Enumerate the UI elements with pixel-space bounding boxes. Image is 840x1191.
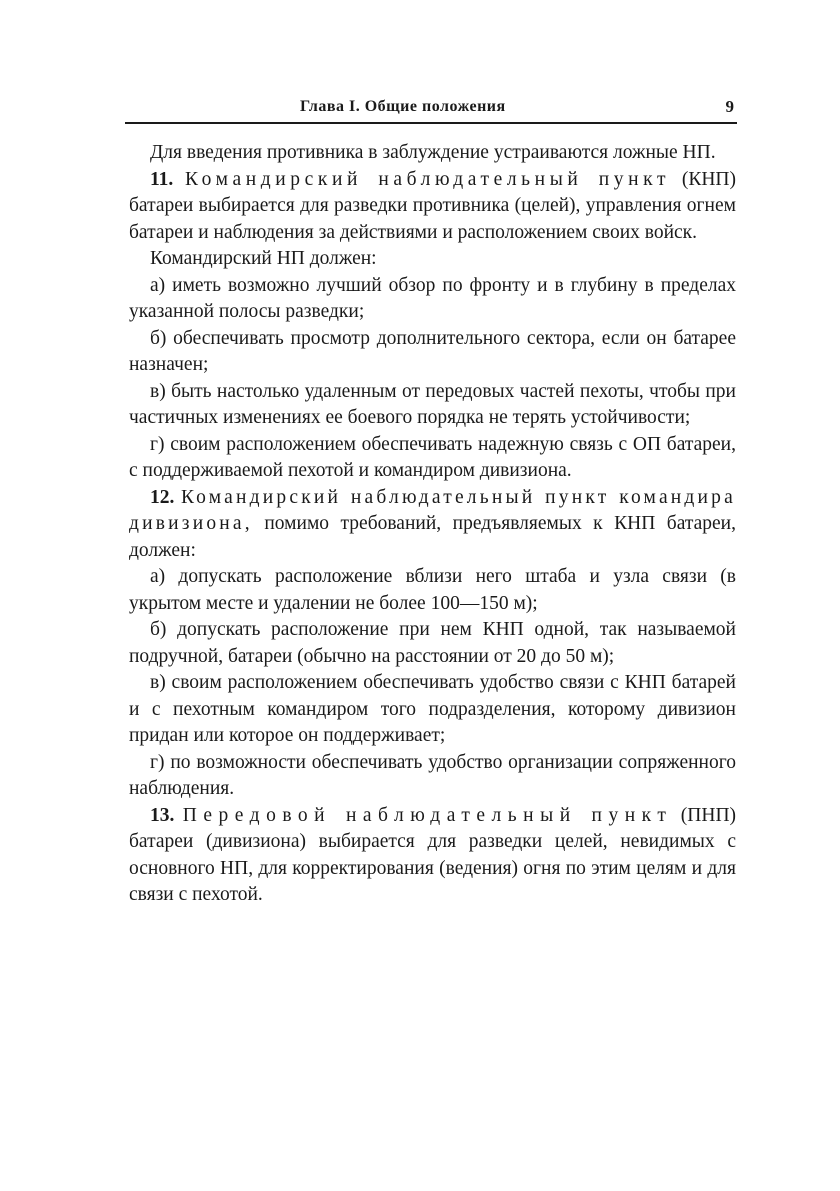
spaced-term: Командирский наблюдательный пункт [185, 168, 671, 190]
page-body [129, 140, 736, 909]
spaced-term: Передовой наблюдательный пункт [182, 804, 673, 826]
paragraph-11-intro: Командирский НП должен: [150, 248, 377, 269]
list-item-11-v: в) быть настолько удаленным от передовых частей пехоты, чтобы при частичных изменениях ее боевого порядка не терять устойчивости; [129, 380, 736, 428]
paragraph-text: (ПНП) батареи (дивизиона) выбирается для разведки целей, невидимых с основного НП, для корректирования (ведения) огня по этим целям и для связи с пехотой. [129, 804, 737, 905]
list-item-12-g: г) по возможности обеспечивать удобство организации сопряженного наблюдения. [129, 751, 736, 799]
list-item-12-a: а) допускать расположение вблизи него штаба и узла связи (в укрытом месте и удалении не более 100—150 м); [129, 566, 736, 614]
paragraph-number: 13. [150, 804, 175, 826]
paragraph-number: 12. [150, 486, 175, 508]
paragraph-12 [129, 485, 736, 565]
paragraph-false-np: Для введения противника в заблуждение устраиваются ложные НП. [150, 142, 716, 163]
paragraph-13 [129, 803, 736, 909]
list-item-12-v: в) своим расположением обеспечивать удобство связи с КНП батарей и с пехотным командиром того подразделения, которому дивизион придан или которое он поддерживает; [129, 672, 736, 746]
paragraph-number: 11. [150, 168, 174, 190]
paragraph-11 [129, 167, 736, 247]
list-item-11-b: б) обеспечивать просмотр дополнительного сектора, если он батарее назначен; [129, 327, 736, 375]
chapter-title: Глава I. Общие положения [300, 98, 506, 115]
list-item-11-a: а) иметь возможно лучший обзор по фронту и в глубину в пределах указанной полосы разведки; [129, 274, 736, 322]
running-header [125, 96, 737, 124]
page-number: 9 [725, 97, 734, 116]
paragraph-text: (КНП) батареи выбирается для разведки противника (целей), управления огнем батареи и наблюдения за действиями и расположением своих войск. [129, 168, 737, 243]
spaced-term: Командирский наблюдательный пункт командира дивизиона, [129, 486, 736, 534]
list-item-12-b: б) допускать расположение при нем КНП одной, так называемой подручной, батареи (обычно на расстоянии от 20 до 50 м); [129, 619, 736, 667]
paragraph-text: помимо требований, предъявляемых к КНП батареи, должен: [129, 513, 736, 561]
list-item-11-g: г) своим расположением обеспечивать надежную связь с ОП батареи, с поддерживаемой пехотой и командиром дивизиона. [129, 433, 736, 481]
